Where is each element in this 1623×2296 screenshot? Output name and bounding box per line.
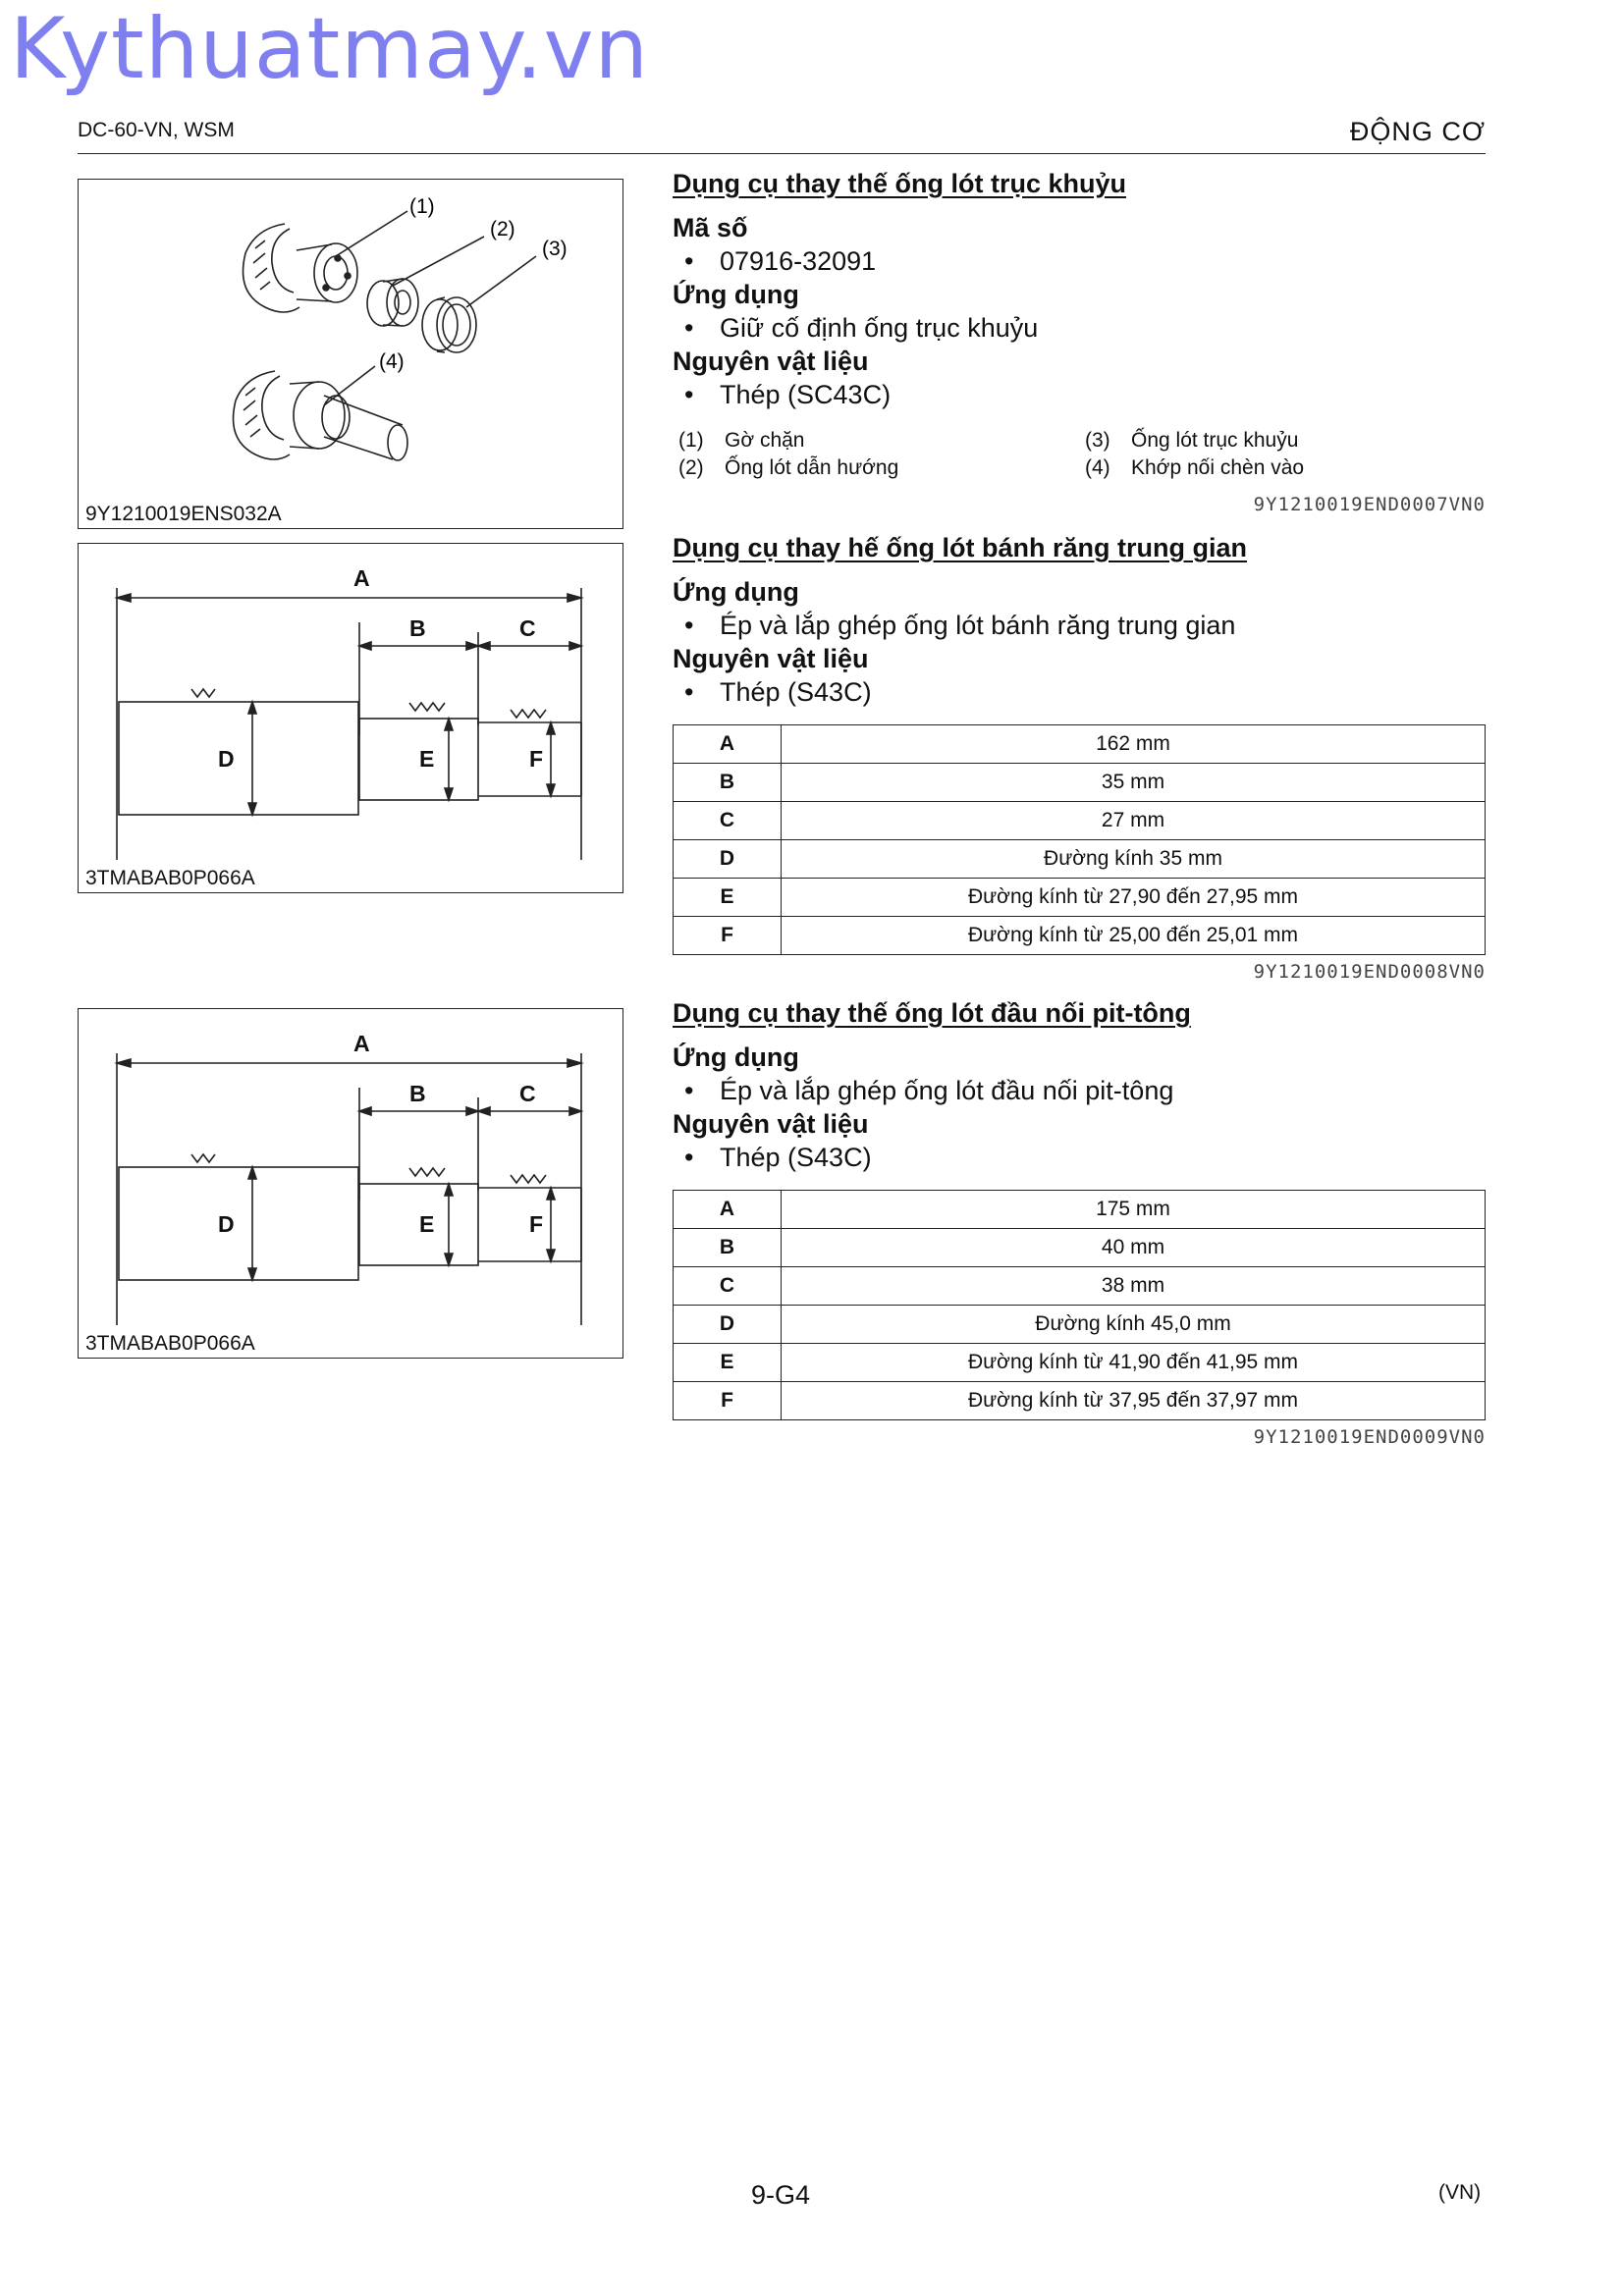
table-row: D Đường kính 35 mm [674,840,1486,879]
legend-item: (1) Gờ chặn [678,429,805,452]
list-item: • Thép (SC43C) [684,380,892,409]
code-heading: Mã số [673,213,748,242]
material-heading: Nguyên vật liệu [673,347,869,376]
list-item: • Ép và lắp ghép ống lót bánh răng trung gian [684,611,1236,640]
section-title: Dụng cụ thay thế ống lót trục khuỷu [673,169,1126,198]
application-value: Giữ cố định ống trục khuỷu [720,313,1039,343]
application-heading: Ứng dụng [673,280,799,309]
crankshaft-tool-illustration [79,180,624,530]
table-row: E Đường kính từ 41,90 đến 41,95 mm [674,1344,1486,1382]
dim-label-B: B [409,1081,426,1106]
callout-3: (3) [542,238,568,260]
section-idle-gear-bushing [673,533,1486,983]
material-value: Thép (SC43C) [720,380,892,409]
list-item: • Giữ cố định ống trục khuỷu [684,313,1039,343]
figure-piston-pin-tool [78,1008,623,1359]
application-value: Ép và lắp ghép ống lót đầu nối pit-tông [720,1076,1174,1105]
dim-label-B: B [409,615,426,641]
table-row: A 175 mm [674,1191,1486,1229]
callout-4: (4) [379,350,405,373]
dim-label-F: F [529,1211,544,1237]
table-row: F Đường kính từ 25,00 đến 25,01 mm [674,917,1486,955]
section-title: Dụng cụ thay hế ống lót bánh răng trung gian [673,533,1247,562]
dim-label-E: E [419,746,435,772]
table-row: E Đường kính từ 27,90 đến 27,95 mm [674,879,1486,917]
legend-item: (2) Ống lót dẫn hướng [678,456,899,479]
code-value: 07916-32091 [720,246,877,276]
language-tag: (VN) [1438,2181,1482,2204]
table-row: B 35 mm [674,764,1486,802]
table-row: B 40 mm [674,1229,1486,1267]
legend-item: (3) Ống lót trục khuỷu [1085,429,1299,452]
material-heading: Nguyên vật liệu [673,1109,869,1139]
application-value: Ép và lắp ghép ống lót bánh răng trung gian [720,611,1236,640]
section-title: Dụng cụ thay thế ống lót đầu nối pit-tông [673,998,1191,1028]
table-row: C 27 mm [674,802,1486,840]
dim-label-F: F [529,746,544,772]
parts-legend [673,427,1486,482]
list-item: • Ép và lắp ghép ống lót đầu nối pit-tông [684,1076,1174,1105]
figure-caption: 3TMABAB0P066A [85,867,255,889]
dim-label-D: D [218,746,235,772]
reference-code: 9Y1210019END0008VN0 [1253,961,1486,983]
table-row: C 38 mm [674,1267,1486,1306]
figure-idle-gear-tool [78,543,623,893]
dim-label-E: E [419,1211,435,1237]
reference-code: 9Y1210019END0009VN0 [1253,1426,1486,1448]
legend-item: (4) Khớp nối chèn vào [1085,456,1305,479]
document-code: DC-60-VN, WSM [78,119,235,141]
application-heading: Ứng dụng [673,577,799,607]
material-value: Thép (S43C) [720,1143,872,1172]
list-item: • Thép (S43C) [684,1143,872,1172]
page-number: 9-G4 [751,2180,811,2210]
table-row: D Đường kính 45,0 mm [674,1306,1486,1344]
figure-caption: 3TMABAB0P066A [85,1332,255,1355]
section-piston-pin-bushing [673,998,1486,1448]
site-watermark: Kythuatmay.vn [10,0,650,98]
dim-label-D: D [218,1211,235,1237]
list-item: • 07916-32091 [684,246,877,276]
dim-label-C: C [519,1081,536,1106]
callout-1: (1) [409,195,435,218]
dimension-table [673,1190,1486,1420]
table-row: A 162 mm [674,725,1486,764]
idle-gear-tool-drawing [79,544,624,894]
callout-2: (2) [490,218,515,240]
section-crankshaft-bushing [673,169,1486,515]
dimension-table [673,724,1486,955]
dim-label-A: A [353,565,370,591]
reference-code: 9Y1210019END0007VN0 [1253,494,1486,515]
table-row: F Đường kính từ 37,95 đến 37,97 mm [674,1382,1486,1420]
header-divider [78,153,1486,154]
dim-label-C: C [519,615,536,641]
figure-caption: 9Y1210019ENS032A [85,503,282,525]
material-value: Thép (S43C) [720,677,872,707]
dim-label-A: A [353,1031,370,1056]
material-heading: Nguyên vật liệu [673,644,869,673]
figure-crankshaft-tool [78,179,623,529]
piston-pin-tool-drawing [79,1009,624,1360]
application-heading: Ứng dụng [673,1042,799,1072]
list-item: • Thép (S43C) [684,677,872,707]
chapter-title: ĐỘNG CƠ [1349,117,1486,146]
